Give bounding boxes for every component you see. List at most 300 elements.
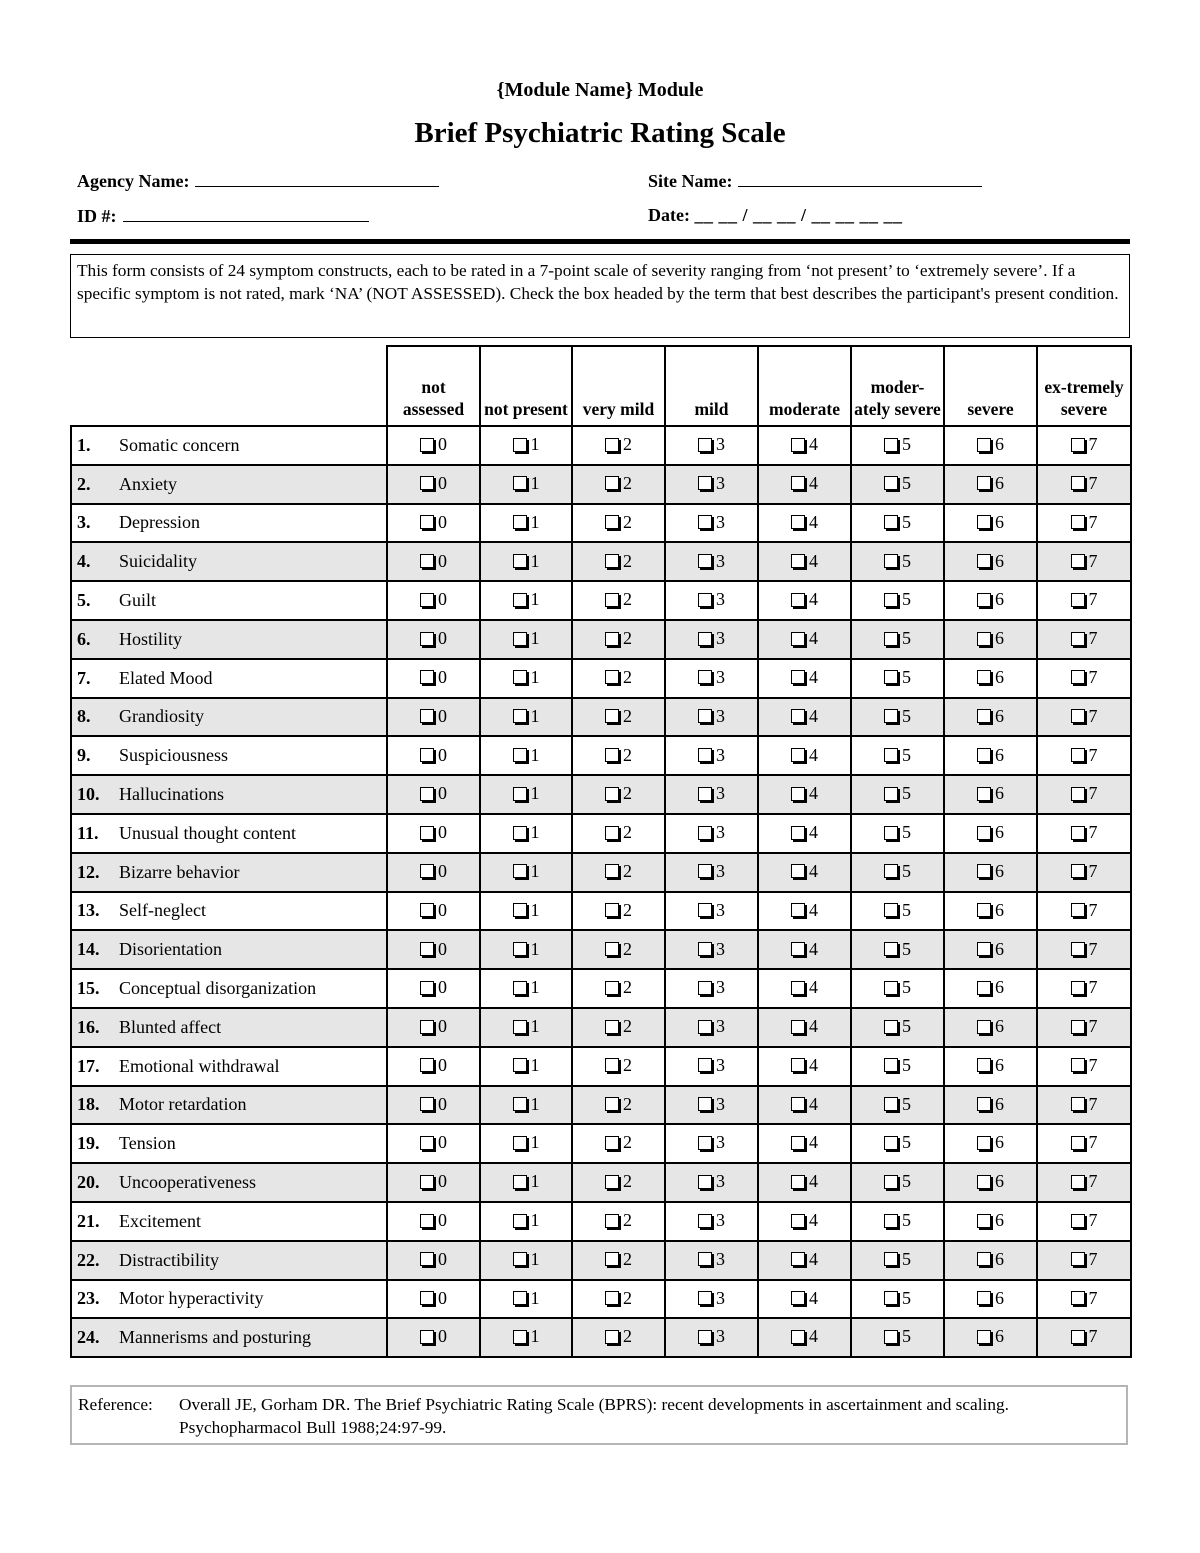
rating-option[interactable] <box>977 1288 1004 1309</box>
checkbox-icon[interactable] <box>791 476 805 490</box>
rating-option[interactable] <box>1071 667 1098 688</box>
checkbox-icon[interactable] <box>791 1097 805 1111</box>
checkbox-icon[interactable] <box>605 748 619 762</box>
rating-option[interactable] <box>605 706 632 727</box>
rating-option[interactable] <box>513 1132 540 1153</box>
checkbox-icon[interactable] <box>791 632 805 646</box>
checkbox-icon[interactable] <box>1071 1058 1085 1072</box>
rating-option[interactable] <box>977 745 1004 766</box>
checkbox-icon[interactable] <box>977 438 991 452</box>
checkbox-icon[interactable] <box>884 709 898 723</box>
rating-option[interactable] <box>884 1016 911 1037</box>
rating-option[interactable] <box>884 977 911 998</box>
checkbox-icon[interactable] <box>977 1097 991 1111</box>
checkbox-icon[interactable] <box>884 864 898 878</box>
checkbox-icon[interactable] <box>977 903 991 917</box>
checkbox-icon[interactable] <box>884 1020 898 1034</box>
checkbox-icon[interactable] <box>513 1058 527 1072</box>
rating-option[interactable] <box>884 822 911 843</box>
checkbox-icon[interactable] <box>977 476 991 490</box>
rating-option[interactable] <box>977 628 1004 649</box>
rating-option[interactable] <box>791 1055 818 1076</box>
rating-option[interactable] <box>605 783 632 804</box>
checkbox-icon[interactable] <box>513 981 527 995</box>
rating-option[interactable] <box>977 1055 1004 1076</box>
rating-option[interactable] <box>420 473 447 494</box>
rating-option[interactable] <box>1071 512 1098 533</box>
checkbox-icon[interactable] <box>698 709 712 723</box>
rating-option[interactable] <box>513 1094 540 1115</box>
rating-option[interactable] <box>513 589 540 610</box>
rating-option[interactable] <box>513 861 540 882</box>
checkbox-icon[interactable] <box>420 787 434 801</box>
rating-option[interactable] <box>513 434 540 455</box>
checkbox-icon[interactable] <box>1071 1097 1085 1111</box>
date-input[interactable]: __ __ / __ __ / __ __ __ __ <box>694 205 903 225</box>
rating-option[interactable] <box>1071 939 1098 960</box>
checkbox-icon[interactable] <box>513 1020 527 1034</box>
rating-option[interactable] <box>420 1249 447 1270</box>
rating-option[interactable] <box>698 434 725 455</box>
rating-option[interactable] <box>420 1326 447 1347</box>
checkbox-icon[interactable] <box>791 1291 805 1305</box>
checkbox-icon[interactable] <box>605 1214 619 1228</box>
checkbox-icon[interactable] <box>420 709 434 723</box>
checkbox-icon[interactable] <box>977 1291 991 1305</box>
rating-option[interactable] <box>1071 706 1098 727</box>
checkbox-icon[interactable] <box>977 554 991 568</box>
checkbox-icon[interactable] <box>698 1136 712 1150</box>
checkbox-icon[interactable] <box>698 1058 712 1072</box>
rating-option[interactable] <box>420 1094 447 1115</box>
rating-option[interactable] <box>977 1171 1004 1192</box>
checkbox-icon[interactable] <box>977 709 991 723</box>
rating-option[interactable] <box>513 1171 540 1192</box>
rating-option[interactable] <box>977 977 1004 998</box>
checkbox-icon[interactable] <box>1071 1020 1085 1034</box>
checkbox-icon[interactable] <box>884 670 898 684</box>
checkbox-icon[interactable] <box>884 515 898 529</box>
rating-option[interactable] <box>605 822 632 843</box>
rating-option[interactable] <box>698 822 725 843</box>
checkbox-icon[interactable] <box>884 1058 898 1072</box>
rating-option[interactable] <box>884 783 911 804</box>
rating-option[interactable] <box>1071 745 1098 766</box>
rating-option[interactable] <box>605 939 632 960</box>
checkbox-icon[interactable] <box>698 1330 712 1344</box>
checkbox-icon[interactable] <box>605 1097 619 1111</box>
rating-option[interactable] <box>977 512 1004 533</box>
checkbox-icon[interactable] <box>513 1291 527 1305</box>
rating-option[interactable] <box>513 473 540 494</box>
checkbox-icon[interactable] <box>698 593 712 607</box>
checkbox-icon[interactable] <box>513 1214 527 1228</box>
rating-option[interactable] <box>1071 1055 1098 1076</box>
checkbox-icon[interactable] <box>513 942 527 956</box>
site-name-input[interactable] <box>738 170 982 187</box>
rating-option[interactable] <box>605 667 632 688</box>
checkbox-icon[interactable] <box>698 1291 712 1305</box>
rating-option[interactable] <box>1071 1288 1098 1309</box>
rating-option[interactable] <box>977 861 1004 882</box>
rating-option[interactable] <box>698 1326 725 1347</box>
rating-option[interactable] <box>791 473 818 494</box>
rating-option[interactable] <box>698 1094 725 1115</box>
rating-option[interactable] <box>513 1326 540 1347</box>
rating-option[interactable] <box>698 1016 725 1037</box>
rating-option[interactable] <box>513 783 540 804</box>
checkbox-icon[interactable] <box>605 709 619 723</box>
checkbox-icon[interactable] <box>698 1252 712 1266</box>
rating-option[interactable] <box>791 1094 818 1115</box>
rating-option[interactable] <box>791 1249 818 1270</box>
rating-option[interactable] <box>791 1132 818 1153</box>
checkbox-icon[interactable] <box>605 515 619 529</box>
rating-option[interactable] <box>1071 1326 1098 1347</box>
rating-option[interactable] <box>605 1132 632 1153</box>
rating-option[interactable] <box>791 861 818 882</box>
checkbox-icon[interactable] <box>698 942 712 956</box>
checkbox-icon[interactable] <box>884 903 898 917</box>
checkbox-icon[interactable] <box>513 1175 527 1189</box>
rating-option[interactable] <box>884 1132 911 1153</box>
rating-option[interactable] <box>977 939 1004 960</box>
rating-option[interactable] <box>513 667 540 688</box>
checkbox-icon[interactable] <box>791 903 805 917</box>
rating-option[interactable] <box>884 1171 911 1192</box>
rating-option[interactable] <box>698 1171 725 1192</box>
checkbox-icon[interactable] <box>1071 981 1085 995</box>
rating-option[interactable] <box>1071 1249 1098 1270</box>
rating-option[interactable] <box>605 1171 632 1192</box>
rating-option[interactable] <box>884 1055 911 1076</box>
checkbox-icon[interactable] <box>1071 826 1085 840</box>
rating-option[interactable] <box>420 900 447 921</box>
checkbox-icon[interactable] <box>513 670 527 684</box>
rating-option[interactable] <box>605 1288 632 1309</box>
checkbox-icon[interactable] <box>884 981 898 995</box>
checkbox-icon[interactable] <box>1071 1330 1085 1344</box>
checkbox-icon[interactable] <box>513 1330 527 1344</box>
rating-option[interactable] <box>1071 1016 1098 1037</box>
checkbox-icon[interactable] <box>420 1058 434 1072</box>
checkbox-icon[interactable] <box>977 748 991 762</box>
checkbox-icon[interactable] <box>1071 593 1085 607</box>
rating-option[interactable] <box>791 1210 818 1231</box>
checkbox-icon[interactable] <box>698 981 712 995</box>
rating-option[interactable] <box>791 1326 818 1347</box>
rating-option[interactable] <box>513 745 540 766</box>
rating-option[interactable] <box>977 900 1004 921</box>
rating-option[interactable] <box>605 1326 632 1347</box>
checkbox-icon[interactable] <box>698 515 712 529</box>
rating-option[interactable] <box>884 939 911 960</box>
rating-option[interactable] <box>420 706 447 727</box>
rating-option[interactable] <box>605 861 632 882</box>
checkbox-icon[interactable] <box>420 1020 434 1034</box>
rating-option[interactable] <box>977 1249 1004 1270</box>
checkbox-icon[interactable] <box>791 1330 805 1344</box>
checkbox-icon[interactable] <box>420 593 434 607</box>
rating-option[interactable] <box>605 1210 632 1231</box>
checkbox-icon[interactable] <box>513 438 527 452</box>
rating-option[interactable] <box>884 745 911 766</box>
checkbox-icon[interactable] <box>884 476 898 490</box>
checkbox-icon[interactable] <box>1071 1136 1085 1150</box>
checkbox-icon[interactable] <box>698 438 712 452</box>
rating-option[interactable] <box>420 667 447 688</box>
checkbox-icon[interactable] <box>884 1097 898 1111</box>
rating-option[interactable] <box>791 706 818 727</box>
rating-option[interactable] <box>977 1326 1004 1347</box>
rating-option[interactable] <box>513 900 540 921</box>
checkbox-icon[interactable] <box>605 476 619 490</box>
rating-option[interactable] <box>977 1016 1004 1037</box>
checkbox-icon[interactable] <box>884 1291 898 1305</box>
checkbox-icon[interactable] <box>977 632 991 646</box>
checkbox-icon[interactable] <box>791 864 805 878</box>
rating-option[interactable] <box>977 1132 1004 1153</box>
rating-option[interactable] <box>698 783 725 804</box>
checkbox-icon[interactable] <box>1071 1214 1085 1228</box>
rating-option[interactable] <box>884 551 911 572</box>
rating-option[interactable] <box>513 1288 540 1309</box>
checkbox-icon[interactable] <box>513 787 527 801</box>
checkbox-icon[interactable] <box>605 1020 619 1034</box>
checkbox-icon[interactable] <box>513 1252 527 1266</box>
rating-option[interactable] <box>1071 977 1098 998</box>
rating-option[interactable] <box>791 589 818 610</box>
rating-option[interactable] <box>420 861 447 882</box>
checkbox-icon[interactable] <box>513 515 527 529</box>
id-input[interactable] <box>123 205 369 222</box>
checkbox-icon[interactable] <box>605 981 619 995</box>
checkbox-icon[interactable] <box>1071 1291 1085 1305</box>
checkbox-icon[interactable] <box>420 632 434 646</box>
checkbox-icon[interactable] <box>698 1214 712 1228</box>
checkbox-icon[interactable] <box>605 864 619 878</box>
rating-option[interactable] <box>698 667 725 688</box>
rating-option[interactable] <box>884 1249 911 1270</box>
checkbox-icon[interactable] <box>420 1330 434 1344</box>
rating-option[interactable] <box>698 512 725 533</box>
rating-option[interactable] <box>977 706 1004 727</box>
checkbox-icon[interactable] <box>605 1330 619 1344</box>
rating-option[interactable] <box>698 1249 725 1270</box>
rating-option[interactable] <box>1071 900 1098 921</box>
checkbox-icon[interactable] <box>698 1020 712 1034</box>
rating-option[interactable] <box>698 900 725 921</box>
checkbox-icon[interactable] <box>698 554 712 568</box>
checkbox-icon[interactable] <box>513 593 527 607</box>
checkbox-icon[interactable] <box>791 981 805 995</box>
rating-option[interactable] <box>698 1210 725 1231</box>
checkbox-icon[interactable] <box>420 864 434 878</box>
checkbox-icon[interactable] <box>791 1020 805 1034</box>
rating-option[interactable] <box>698 473 725 494</box>
checkbox-icon[interactable] <box>977 1020 991 1034</box>
checkbox-icon[interactable] <box>1071 515 1085 529</box>
checkbox-icon[interactable] <box>884 554 898 568</box>
rating-option[interactable] <box>791 512 818 533</box>
checkbox-icon[interactable] <box>420 515 434 529</box>
rating-option[interactable] <box>884 589 911 610</box>
rating-option[interactable] <box>977 434 1004 455</box>
rating-option[interactable] <box>791 667 818 688</box>
rating-option[interactable] <box>791 822 818 843</box>
rating-option[interactable] <box>791 434 818 455</box>
rating-option[interactable] <box>420 589 447 610</box>
checkbox-icon[interactable] <box>977 1214 991 1228</box>
rating-option[interactable] <box>977 1210 1004 1231</box>
rating-option[interactable] <box>884 1094 911 1115</box>
rating-option[interactable] <box>791 783 818 804</box>
checkbox-icon[interactable] <box>791 1175 805 1189</box>
checkbox-icon[interactable] <box>1071 942 1085 956</box>
rating-option[interactable] <box>605 473 632 494</box>
rating-option[interactable] <box>605 900 632 921</box>
checkbox-icon[interactable] <box>605 438 619 452</box>
checkbox-icon[interactable] <box>420 826 434 840</box>
checkbox-icon[interactable] <box>1071 864 1085 878</box>
checkbox-icon[interactable] <box>1071 787 1085 801</box>
checkbox-icon[interactable] <box>977 515 991 529</box>
rating-option[interactable] <box>977 589 1004 610</box>
rating-option[interactable] <box>605 1055 632 1076</box>
checkbox-icon[interactable] <box>605 632 619 646</box>
rating-option[interactable] <box>605 1094 632 1115</box>
rating-option[interactable] <box>605 512 632 533</box>
rating-option[interactable] <box>1071 434 1098 455</box>
rating-option[interactable] <box>513 512 540 533</box>
rating-option[interactable] <box>698 861 725 882</box>
checkbox-icon[interactable] <box>977 1330 991 1344</box>
rating-option[interactable] <box>698 745 725 766</box>
rating-option[interactable] <box>513 1249 540 1270</box>
checkbox-icon[interactable] <box>1071 748 1085 762</box>
checkbox-icon[interactable] <box>513 903 527 917</box>
checkbox-icon[interactable] <box>605 593 619 607</box>
rating-option[interactable] <box>1071 822 1098 843</box>
checkbox-icon[interactable] <box>698 632 712 646</box>
rating-option[interactable] <box>1071 1094 1098 1115</box>
checkbox-icon[interactable] <box>420 1214 434 1228</box>
checkbox-icon[interactable] <box>791 515 805 529</box>
rating-option[interactable] <box>513 551 540 572</box>
rating-option[interactable] <box>1071 1132 1098 1153</box>
rating-option[interactable] <box>884 512 911 533</box>
rating-option[interactable] <box>420 783 447 804</box>
checkbox-icon[interactable] <box>420 981 434 995</box>
checkbox-icon[interactable] <box>513 1136 527 1150</box>
checkbox-icon[interactable] <box>977 1252 991 1266</box>
checkbox-icon[interactable] <box>884 1330 898 1344</box>
checkbox-icon[interactable] <box>420 748 434 762</box>
checkbox-icon[interactable] <box>420 1291 434 1305</box>
rating-option[interactable] <box>513 1055 540 1076</box>
rating-option[interactable] <box>698 551 725 572</box>
rating-option[interactable] <box>513 822 540 843</box>
checkbox-icon[interactable] <box>513 1097 527 1111</box>
rating-option[interactable] <box>698 1288 725 1309</box>
rating-option[interactable] <box>884 900 911 921</box>
rating-option[interactable] <box>1071 551 1098 572</box>
checkbox-icon[interactable] <box>791 554 805 568</box>
rating-option[interactable] <box>884 434 911 455</box>
rating-option[interactable] <box>1071 473 1098 494</box>
checkbox-icon[interactable] <box>605 554 619 568</box>
checkbox-icon[interactable] <box>884 1252 898 1266</box>
checkbox-icon[interactable] <box>698 864 712 878</box>
rating-option[interactable] <box>884 1326 911 1347</box>
checkbox-icon[interactable] <box>977 1058 991 1072</box>
rating-option[interactable] <box>884 667 911 688</box>
checkbox-icon[interactable] <box>791 1252 805 1266</box>
rating-option[interactable] <box>698 1132 725 1153</box>
rating-option[interactable] <box>513 1210 540 1231</box>
checkbox-icon[interactable] <box>1071 632 1085 646</box>
checkbox-icon[interactable] <box>977 1136 991 1150</box>
rating-option[interactable] <box>1071 783 1098 804</box>
rating-option[interactable] <box>977 1094 1004 1115</box>
rating-option[interactable] <box>884 473 911 494</box>
checkbox-icon[interactable] <box>605 1291 619 1305</box>
checkbox-icon[interactable] <box>977 942 991 956</box>
checkbox-icon[interactable] <box>884 748 898 762</box>
rating-option[interactable] <box>420 745 447 766</box>
checkbox-icon[interactable] <box>513 826 527 840</box>
rating-option[interactable] <box>884 706 911 727</box>
checkbox-icon[interactable] <box>791 1214 805 1228</box>
checkbox-icon[interactable] <box>513 554 527 568</box>
checkbox-icon[interactable] <box>420 1136 434 1150</box>
rating-option[interactable] <box>698 977 725 998</box>
checkbox-icon[interactable] <box>513 476 527 490</box>
checkbox-icon[interactable] <box>1071 903 1085 917</box>
rating-option[interactable] <box>513 977 540 998</box>
checkbox-icon[interactable] <box>884 942 898 956</box>
rating-option[interactable] <box>791 628 818 649</box>
checkbox-icon[interactable] <box>1071 438 1085 452</box>
rating-option[interactable] <box>420 1055 447 1076</box>
checkbox-icon[interactable] <box>1071 476 1085 490</box>
rating-option[interactable] <box>605 745 632 766</box>
checkbox-icon[interactable] <box>791 1058 805 1072</box>
checkbox-icon[interactable] <box>698 670 712 684</box>
checkbox-icon[interactable] <box>977 787 991 801</box>
rating-option[interactable] <box>420 434 447 455</box>
checkbox-icon[interactable] <box>977 593 991 607</box>
rating-option[interactable] <box>1071 1171 1098 1192</box>
checkbox-icon[interactable] <box>605 1252 619 1266</box>
rating-option[interactable] <box>420 1210 447 1231</box>
checkbox-icon[interactable] <box>698 1097 712 1111</box>
checkbox-icon[interactable] <box>420 903 434 917</box>
rating-option[interactable] <box>605 1249 632 1270</box>
checkbox-icon[interactable] <box>698 1175 712 1189</box>
rating-option[interactable] <box>1071 1210 1098 1231</box>
checkbox-icon[interactable] <box>513 632 527 646</box>
checkbox-icon[interactable] <box>420 942 434 956</box>
rating-option[interactable] <box>605 977 632 998</box>
checkbox-icon[interactable] <box>605 1136 619 1150</box>
checkbox-icon[interactable] <box>698 826 712 840</box>
rating-option[interactable] <box>513 706 540 727</box>
rating-option[interactable] <box>513 628 540 649</box>
checkbox-icon[interactable] <box>791 748 805 762</box>
rating-option[interactable] <box>884 861 911 882</box>
checkbox-icon[interactable] <box>791 826 805 840</box>
